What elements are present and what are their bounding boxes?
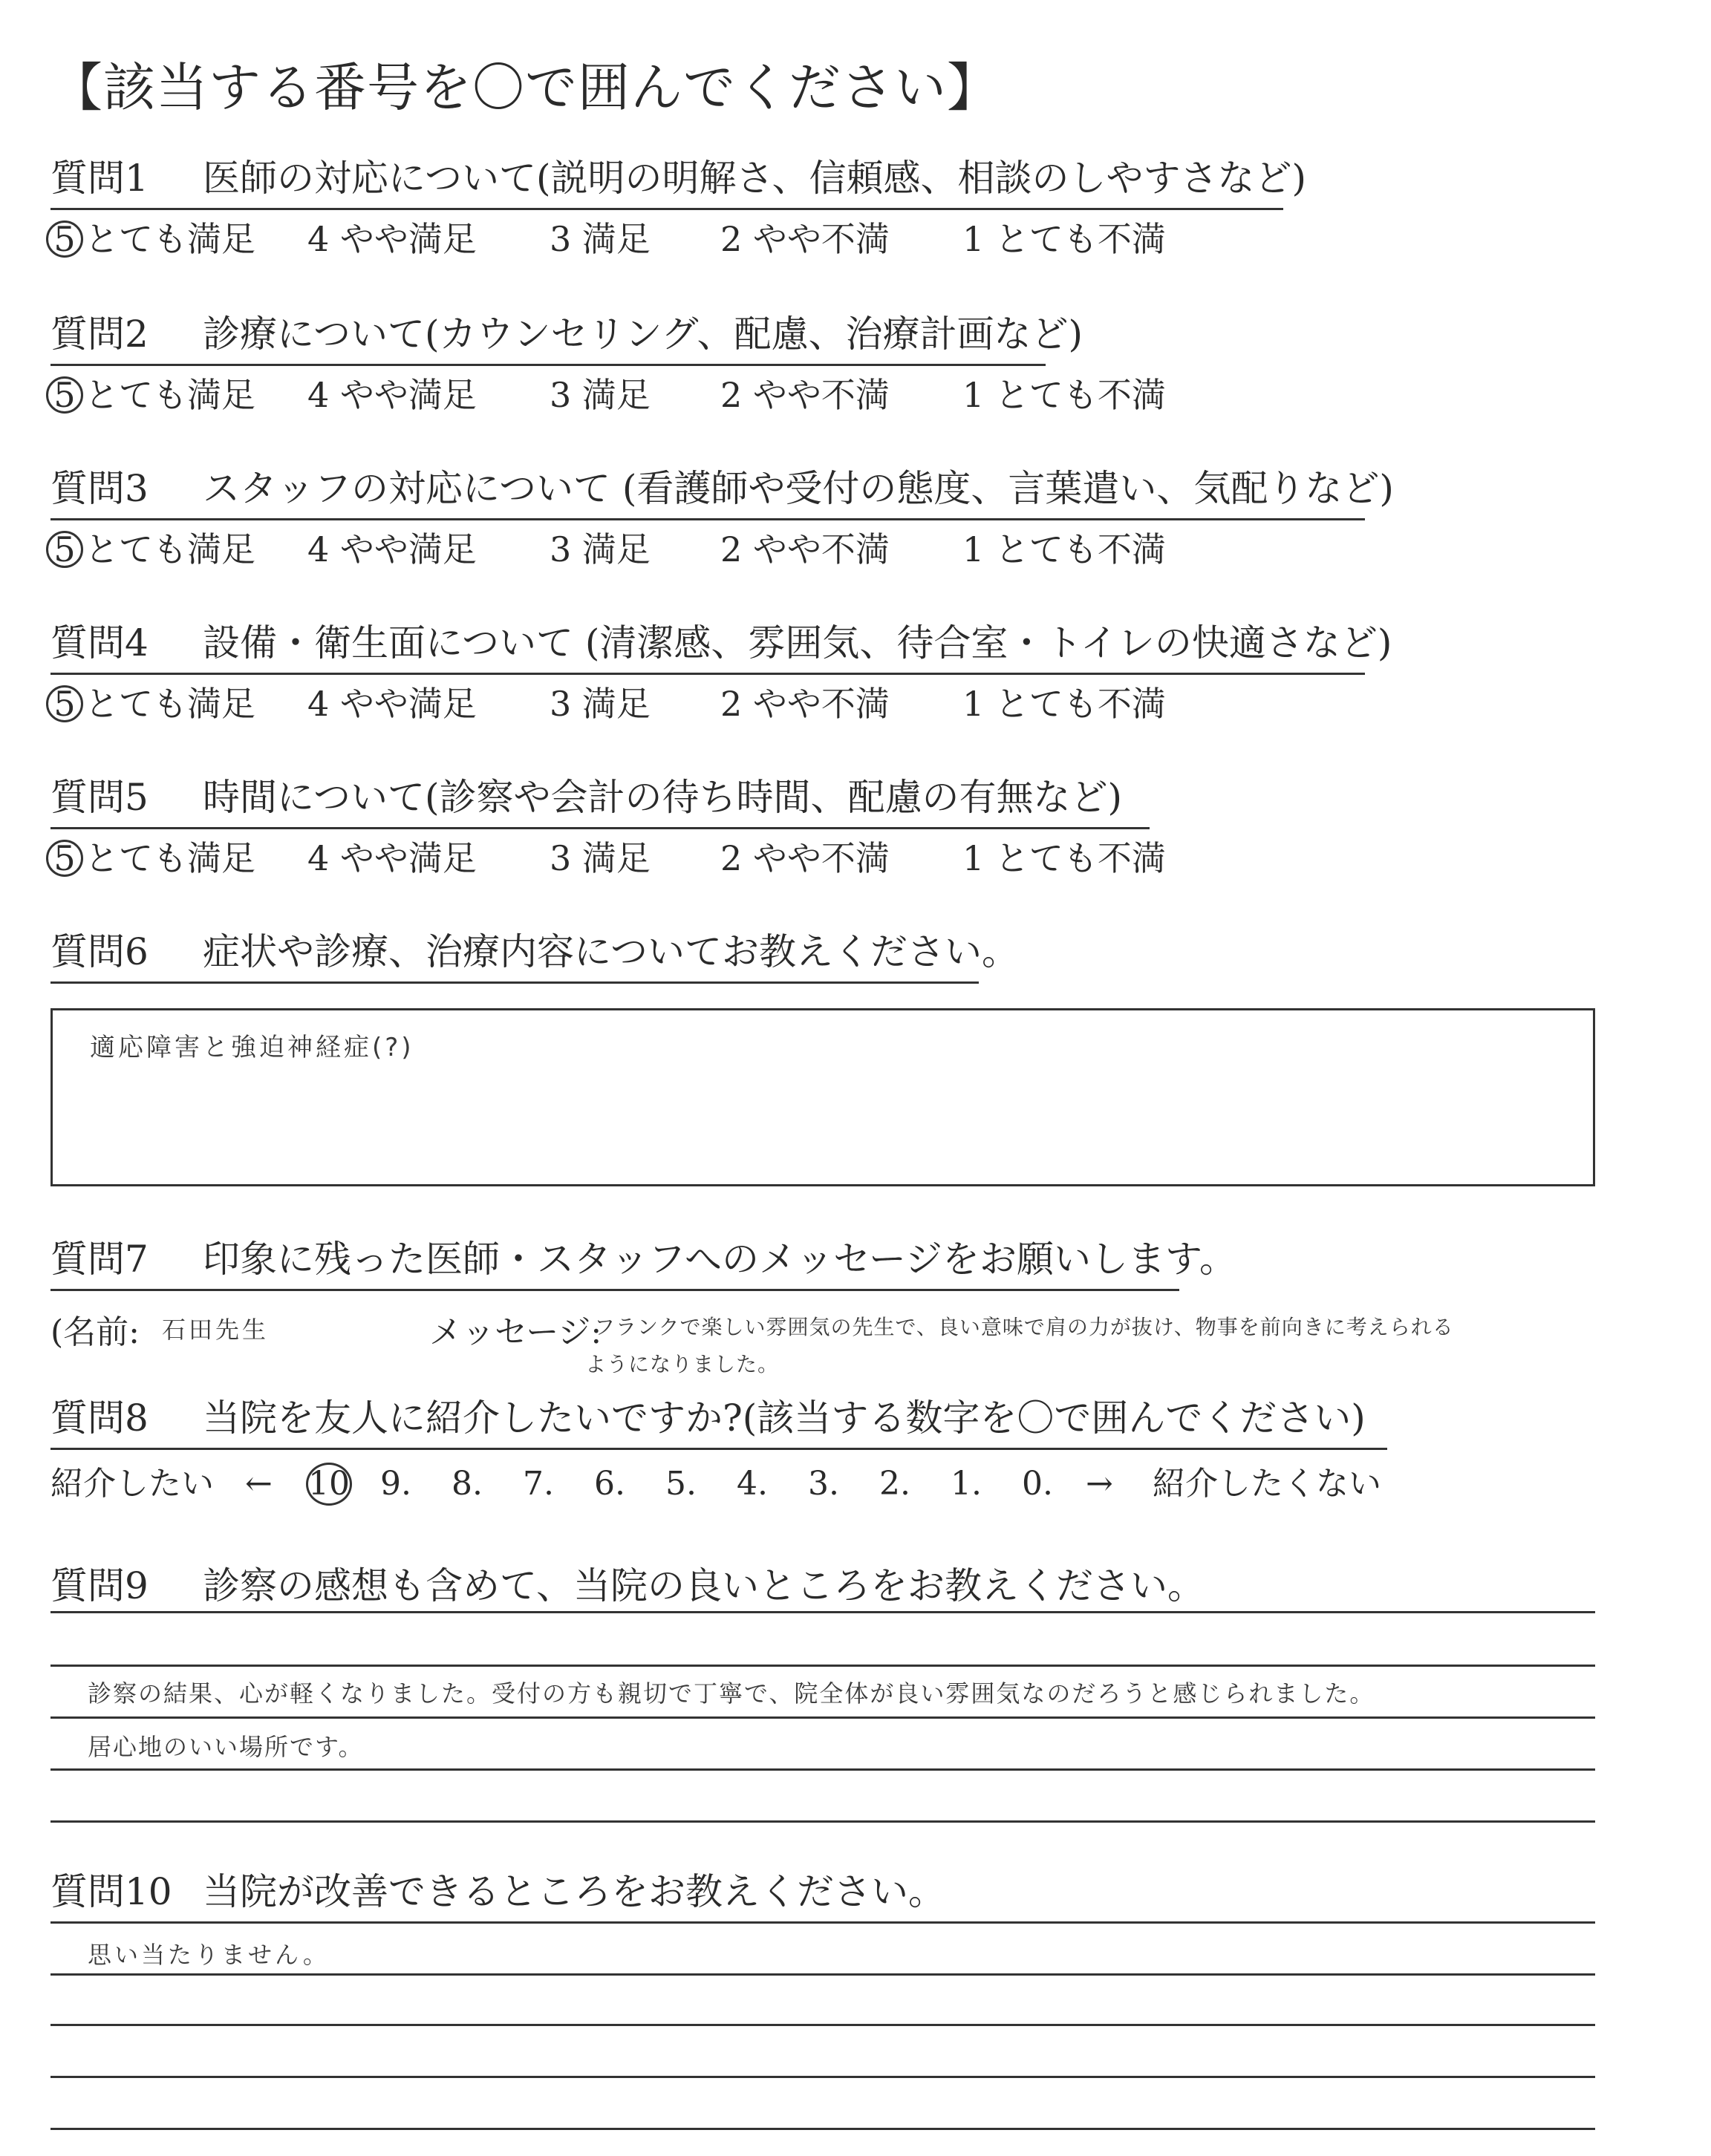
rating-option-1[interactable]: 1 とても不満 [962,684,1166,724]
rating-option-2[interactable]: 2 やや不満 [720,219,890,259]
score-option[interactable]: 4. [737,1465,768,1503]
question-3-heading [50,459,1394,520]
question-9-heading [50,1556,1205,1610]
question-10-heading [50,1862,945,1915]
rating-option-3[interactable]: 3 満足 [550,219,651,259]
rating-option-5: とても満足 [85,529,255,569]
question-text: 診療について(カウンセリング、配慮、治療計画など) [203,313,1083,356]
rating-option-1[interactable]: 1 とても不満 [962,219,1166,259]
question-number: 質問9 [50,1564,149,1607]
question-5-heading [50,768,1150,829]
q7-message-line-1: フランクで楽しい雰囲気の先生で、良い意味で肩の力が抜け、物事を前向きに考えられる [594,1315,1454,1339]
answer-line [50,1768,1595,1771]
selected-rating-circle[interactable]: 5 [46,685,83,722]
left-arrow-icon: ← [245,1465,273,1503]
question-text: 時間について(診察や会計の待ち時間、配慮の有無など) [203,776,1123,819]
rating-option-2[interactable]: 2 やや不満 [720,375,890,415]
question-text: 診察の感想も含めて、当院の良いところをお教えください。 [203,1564,1205,1607]
question-number: 質問5 [50,776,149,819]
score-option[interactable]: 6. [594,1465,625,1503]
q10-answer: 思い当たりません。 [88,1941,330,1969]
question-4-heading [50,613,1392,675]
answer-line [50,2128,1595,2130]
question-number: 質問8 [50,1396,149,1440]
score-option[interactable]: 7. [523,1465,554,1503]
selected-rating-circle[interactable]: 5 [46,220,83,258]
question-number: 質問7 [50,1238,149,1281]
rating-option-1[interactable]: 1 とても不満 [962,838,1166,878]
q9-answer-line-1: 診察の結果、心が軽くなりました。受付の方も親切で丁寧で、院全体が良い雰囲気なのだろうと感じられました。 [88,1679,1375,1708]
scale-right-label: 紹介したくない [1153,1465,1381,1503]
question-number: 質問2 [50,313,149,356]
rating-option-5: とても満足 [85,838,255,878]
question-2-heading [50,304,1083,366]
rating-option-5: とても満足 [85,684,255,724]
question-text: 医師の対応について(説明の明解さ、信頼感、相談のしやすさなど) [203,157,1307,200]
rating-option-3[interactable]: 3 満足 [550,684,651,724]
page-title: 【該当する番号を〇で囲んでください】 [50,57,1000,118]
score-option[interactable]: 9. [380,1465,411,1503]
answer-line [50,1820,1595,1823]
scale-left-label: 紹介したい [50,1465,214,1503]
selected-rating-circle[interactable]: 5 [46,376,83,414]
question-text: 症状や診療、治療内容についてお教えください。 [203,930,1019,973]
rating-row-q4 [46,677,1249,726]
rating-option-2[interactable]: 2 やや不満 [720,684,890,724]
question-8-heading [50,1388,1387,1450]
q6-handwritten-answer: 適応障害と強迫神経症(?) [90,1033,414,1062]
selected-rating-circle[interactable]: 5 [46,531,83,568]
rating-option-5: とても満足 [85,219,255,259]
answer-line [50,1973,1595,1976]
answer-line [50,2076,1595,2078]
question-number: 質問3 [50,467,149,510]
question-7-heading [50,1229,1236,1291]
score-option[interactable]: 0. [1022,1465,1053,1503]
score-option[interactable]: 5. [665,1465,697,1503]
rating-option-3[interactable]: 3 満足 [550,375,651,415]
rating-option-4[interactable]: 4 やや満足 [307,375,477,415]
rating-option-4[interactable]: 4 やや満足 [307,838,477,878]
score-option[interactable]: 1. [951,1465,982,1503]
q8-scale-row [50,1457,1381,1506]
question-text: 印象に残った医師・スタッフへのメッセージをお願いします。 [203,1238,1236,1281]
rating-option-1[interactable]: 1 とても不満 [962,375,1166,415]
rating-row-q5 [46,832,1249,881]
rating-option-3[interactable]: 3 満足 [550,838,651,878]
rating-option-4[interactable]: 4 やや満足 [307,529,477,569]
rating-row-q3 [46,523,1249,572]
question-number: 質問4 [50,621,149,664]
score-option[interactable]: 2. [879,1465,910,1503]
question-text: スタッフの対応について (看護師や受付の態度、言葉遣い、気配りなど) [203,467,1394,510]
question-text: 当院を友人に紹介したいですか?(該当する数字を〇で囲んでください) [203,1396,1366,1440]
answer-line [50,2024,1595,2026]
q7-message-label: メッセージ: [429,1313,602,1351]
q6-answer-box[interactable] [50,1008,1595,1186]
rating-option-5: とても満足 [85,375,255,415]
q7-name-value: 石田先生 [162,1316,270,1344]
rating-option-4[interactable]: 4 やや満足 [307,684,477,724]
answer-line [50,1665,1595,1667]
score-option[interactable]: 8. [452,1465,483,1503]
q9-answer-line-2: 居心地のいい場所です。 [88,1733,364,1761]
question-text: 設備・衛生面について (清潔感、雰囲気、待合室・トイレの快適さなど) [203,621,1392,664]
rating-row-q2 [46,368,1249,417]
selected-rating-circle[interactable]: 5 [46,840,83,877]
q7-name-label: (名前: [50,1313,140,1351]
answer-line [50,1921,1595,1924]
score-option[interactable]: 3. [808,1465,839,1503]
right-arrow-icon: → [1086,1465,1113,1503]
rating-row-q1 [46,212,1249,261]
question-number: 質問10 [50,1870,172,1913]
rating-option-2[interactable]: 2 やや不満 [720,529,890,569]
answer-line [50,1611,1595,1613]
question-1-heading [50,148,1307,210]
rating-option-1[interactable]: 1 とても不満 [962,529,1166,569]
selected-score-circle[interactable]: 10 [306,1463,352,1506]
rating-option-3[interactable]: 3 満足 [550,529,651,569]
rating-option-2[interactable]: 2 やや不満 [720,838,890,878]
question-6-heading [50,922,1019,984]
question-number: 質問6 [50,930,149,973]
rating-option-4[interactable]: 4 やや満足 [307,219,477,259]
q7-message-line-2: ようになりました。 [585,1352,780,1376]
question-number: 質問1 [50,157,149,200]
question-text: 当院が改善できるところをお教えください。 [203,1870,945,1913]
answer-line [50,1716,1595,1719]
